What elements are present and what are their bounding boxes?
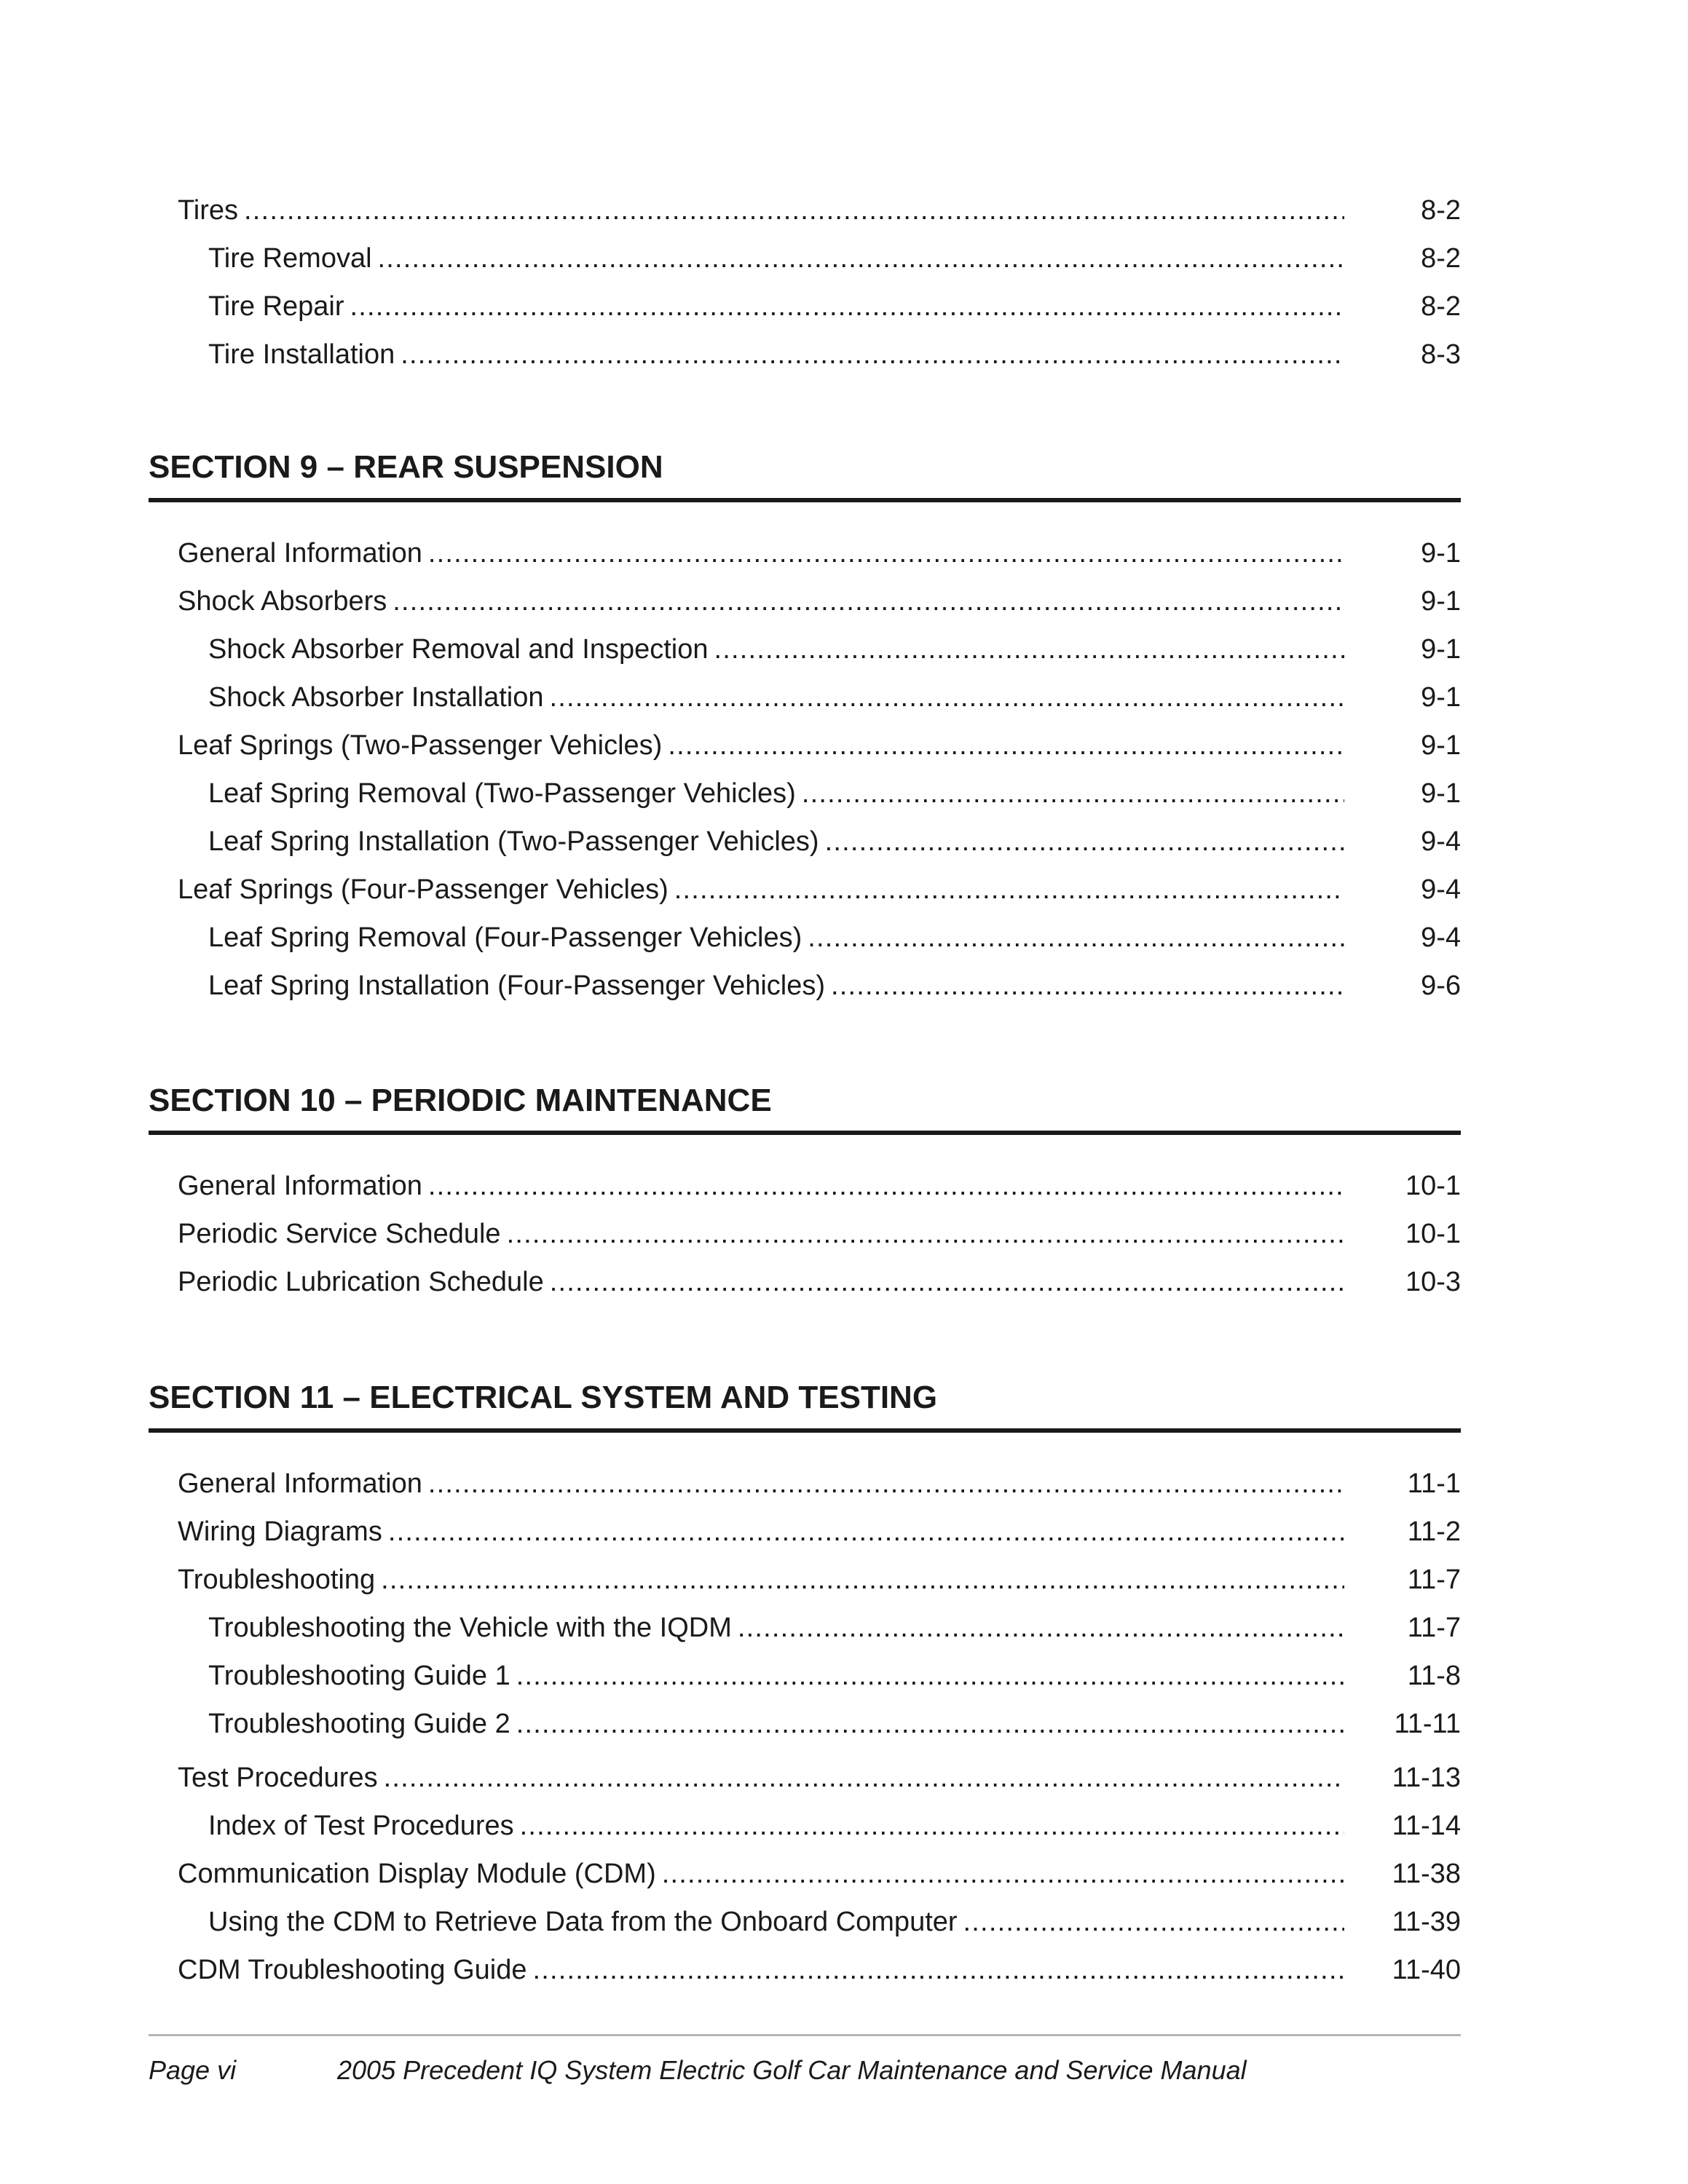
toc-entry-page: 11-40 bbox=[1392, 1955, 1461, 1985]
section-divider bbox=[149, 1428, 1461, 1433]
toc-entry-page: 10-1 bbox=[1405, 1171, 1461, 1201]
toc-entry-title: Leaf Spring Installation (Four-Passenger Vehicles) bbox=[208, 970, 826, 1001]
toc-entry-page: 11-13 bbox=[1392, 1762, 1461, 1793]
toc-entry-page: 11-1 bbox=[1407, 1468, 1461, 1499]
toc-entry[interactable] bbox=[178, 1159, 1461, 1203]
dot-leader bbox=[738, 1611, 1344, 1645]
toc-entry[interactable] bbox=[178, 1847, 1461, 1891]
dot-leader bbox=[520, 1809, 1344, 1843]
footer-manual-title: 2005 Precedent IQ System Electric Golf Car Maintenance and Service Manual bbox=[337, 2055, 1247, 2085]
section-9-heading: SECTION 9 – REAR SUSPENSION bbox=[149, 449, 663, 485]
toc-entry-page: 10-3 bbox=[1405, 1267, 1461, 1297]
toc-subentry[interactable] bbox=[178, 1697, 1461, 1741]
footer-divider bbox=[149, 2034, 1461, 2036]
toc-subentry[interactable] bbox=[178, 232, 1461, 275]
toc-entry-page: 11-8 bbox=[1407, 1661, 1461, 1691]
toc-entry-title: Tire Repair bbox=[208, 291, 344, 322]
toc-entry-title: Periodic Lubrication Schedule bbox=[178, 1267, 544, 1297]
toc-entry-page: 11-11 bbox=[1394, 1709, 1461, 1739]
toc-entry-title: Communication Display Module (CDM) bbox=[178, 1859, 656, 1889]
dot-leader bbox=[550, 681, 1345, 714]
dot-leader bbox=[714, 633, 1344, 666]
toc-entry-title: General Information bbox=[178, 1171, 422, 1201]
toc-entry[interactable] bbox=[178, 1207, 1461, 1251]
toc-entry[interactable] bbox=[178, 526, 1461, 570]
toc-entry-page: 8-2 bbox=[1421, 291, 1461, 322]
toc-entry-page: 11-2 bbox=[1407, 1516, 1461, 1547]
toc-entry-title: Leaf Springs (Four-Passenger Vehicles) bbox=[178, 874, 669, 905]
section-divider bbox=[149, 498, 1461, 502]
dot-leader bbox=[507, 1217, 1344, 1251]
dot-leader bbox=[668, 729, 1344, 762]
toc-entry-title: Troubleshooting bbox=[178, 1564, 376, 1595]
toc-entry-page: 9-1 bbox=[1421, 778, 1461, 809]
dot-leader bbox=[550, 1265, 1344, 1299]
toc-subentry[interactable] bbox=[178, 767, 1461, 810]
toc-entry-title: Shock Absorber Removal and Inspection bbox=[208, 634, 709, 665]
toc-entry[interactable] bbox=[178, 1255, 1461, 1299]
toc-subentry[interactable] bbox=[178, 815, 1461, 858]
dot-leader bbox=[532, 1953, 1344, 1987]
toc-entry[interactable] bbox=[178, 183, 1461, 227]
dot-leader bbox=[393, 585, 1344, 618]
dot-leader bbox=[516, 1659, 1344, 1693]
toc-entry-title: Leaf Spring Removal (Two-Passenger Vehicles) bbox=[208, 778, 796, 809]
toc-subentry[interactable] bbox=[178, 1649, 1461, 1693]
toc-entry-title: Shock Absorber Installation bbox=[208, 682, 544, 713]
toc-entry-page: 9-4 bbox=[1421, 874, 1461, 905]
toc-entry-page: 8-3 bbox=[1421, 339, 1461, 370]
toc-subentry[interactable] bbox=[178, 280, 1461, 323]
toc-entry-title: Troubleshooting the Vehicle with the IQDM bbox=[208, 1613, 732, 1643]
toc-entry-title: Test Procedures bbox=[178, 1762, 378, 1793]
toc-subentry[interactable] bbox=[178, 1799, 1461, 1843]
toc-entry-title: Tire Removal bbox=[208, 243, 372, 274]
toc-subentry[interactable] bbox=[178, 1601, 1461, 1645]
dot-leader bbox=[662, 1857, 1344, 1891]
section-divider bbox=[149, 1131, 1461, 1135]
dot-leader bbox=[428, 1169, 1344, 1203]
toc-entry-title: General Information bbox=[178, 538, 422, 569]
toc-entry-page: 8-2 bbox=[1421, 195, 1461, 226]
toc-entry-page: 10-1 bbox=[1405, 1219, 1461, 1249]
dot-leader bbox=[428, 1467, 1344, 1500]
footer-page-number: Page vi bbox=[149, 2055, 237, 2085]
toc-entry[interactable] bbox=[178, 1553, 1461, 1597]
toc-subentry[interactable] bbox=[178, 670, 1461, 714]
toc-entry-title: Wiring Diagrams bbox=[178, 1516, 382, 1547]
toc-entry-page: 11-7 bbox=[1407, 1564, 1461, 1595]
toc-entry-page: 9-1 bbox=[1421, 730, 1461, 761]
toc-entry-page: 9-4 bbox=[1421, 922, 1461, 953]
toc-subentry[interactable] bbox=[178, 959, 1461, 1002]
section-10-heading: SECTION 10 – PERIODIC MAINTENANCE bbox=[149, 1083, 772, 1118]
toc-entry-page: 11-14 bbox=[1392, 1811, 1461, 1841]
toc-entry[interactable] bbox=[178, 1751, 1461, 1795]
toc-subentry[interactable] bbox=[178, 622, 1461, 666]
toc-subentry[interactable] bbox=[178, 1895, 1461, 1939]
toc-entry-page: 8-2 bbox=[1421, 243, 1461, 274]
toc-entry-page: 9-1 bbox=[1421, 586, 1461, 617]
dot-leader bbox=[384, 1761, 1344, 1795]
dot-leader bbox=[401, 338, 1344, 371]
dot-leader bbox=[825, 825, 1344, 858]
dot-leader bbox=[802, 777, 1344, 810]
dot-leader bbox=[831, 969, 1344, 1002]
toc-entry-title: Index of Test Procedures bbox=[208, 1811, 514, 1841]
toc-entry-title: General Information bbox=[178, 1468, 422, 1499]
toc-entry[interactable] bbox=[178, 1505, 1461, 1548]
toc-entry[interactable] bbox=[178, 863, 1461, 906]
toc-entry-title: Periodic Service Schedule bbox=[178, 1219, 501, 1249]
dot-leader bbox=[350, 290, 1344, 323]
dot-leader bbox=[963, 1905, 1344, 1939]
toc-entry-page: 11-7 bbox=[1407, 1613, 1461, 1643]
toc-entry-title: Tires bbox=[178, 195, 239, 226]
dot-leader bbox=[808, 921, 1344, 954]
toc-entry-page: 11-38 bbox=[1392, 1859, 1461, 1889]
toc-entry-title: CDM Troubleshooting Guide bbox=[178, 1955, 527, 1985]
dot-leader bbox=[378, 242, 1344, 275]
dot-leader bbox=[428, 537, 1344, 570]
toc-entry[interactable] bbox=[178, 719, 1461, 762]
section-11-heading: SECTION 11 – ELECTRICAL SYSTEM AND TESTING bbox=[149, 1380, 938, 1415]
toc-entry-page: 9-4 bbox=[1421, 826, 1461, 857]
toc-subentry[interactable] bbox=[178, 328, 1461, 371]
toc-entry-title: Shock Absorbers bbox=[178, 586, 387, 617]
toc-entry-page: 11-39 bbox=[1392, 1907, 1461, 1937]
toc-entry-title: Leaf Spring Removal (Four-Passenger Vehicles) bbox=[208, 922, 802, 953]
toc-entry-title: Using the CDM to Retrieve Data from the Onboard Computer bbox=[208, 1907, 958, 1937]
toc-entry-title: Tire Installation bbox=[208, 339, 395, 370]
dot-leader bbox=[388, 1515, 1344, 1548]
dot-leader bbox=[381, 1563, 1344, 1597]
dot-leader bbox=[516, 1707, 1344, 1741]
toc-entry-title: Leaf Spring Installation (Two-Passenger Vehicles) bbox=[208, 826, 819, 857]
dot-leader bbox=[674, 873, 1344, 906]
toc-entry-title: Troubleshooting Guide 1 bbox=[208, 1661, 510, 1691]
toc-entry-page: 9-1 bbox=[1421, 682, 1461, 713]
toc-subentry[interactable] bbox=[178, 911, 1461, 954]
toc-entry-page: 9-1 bbox=[1421, 538, 1461, 569]
toc-entry-title: Troubleshooting Guide 2 bbox=[208, 1709, 510, 1739]
toc-entry-page: 9-1 bbox=[1421, 634, 1461, 665]
toc-entry[interactable] bbox=[178, 574, 1461, 618]
dot-leader bbox=[244, 194, 1344, 227]
toc-entry[interactable] bbox=[178, 1457, 1461, 1500]
toc-entry-title: Leaf Springs (Two-Passenger Vehicles) bbox=[178, 730, 663, 761]
toc-entry[interactable] bbox=[178, 1943, 1461, 1987]
toc-entry-page: 9-6 bbox=[1421, 970, 1461, 1001]
